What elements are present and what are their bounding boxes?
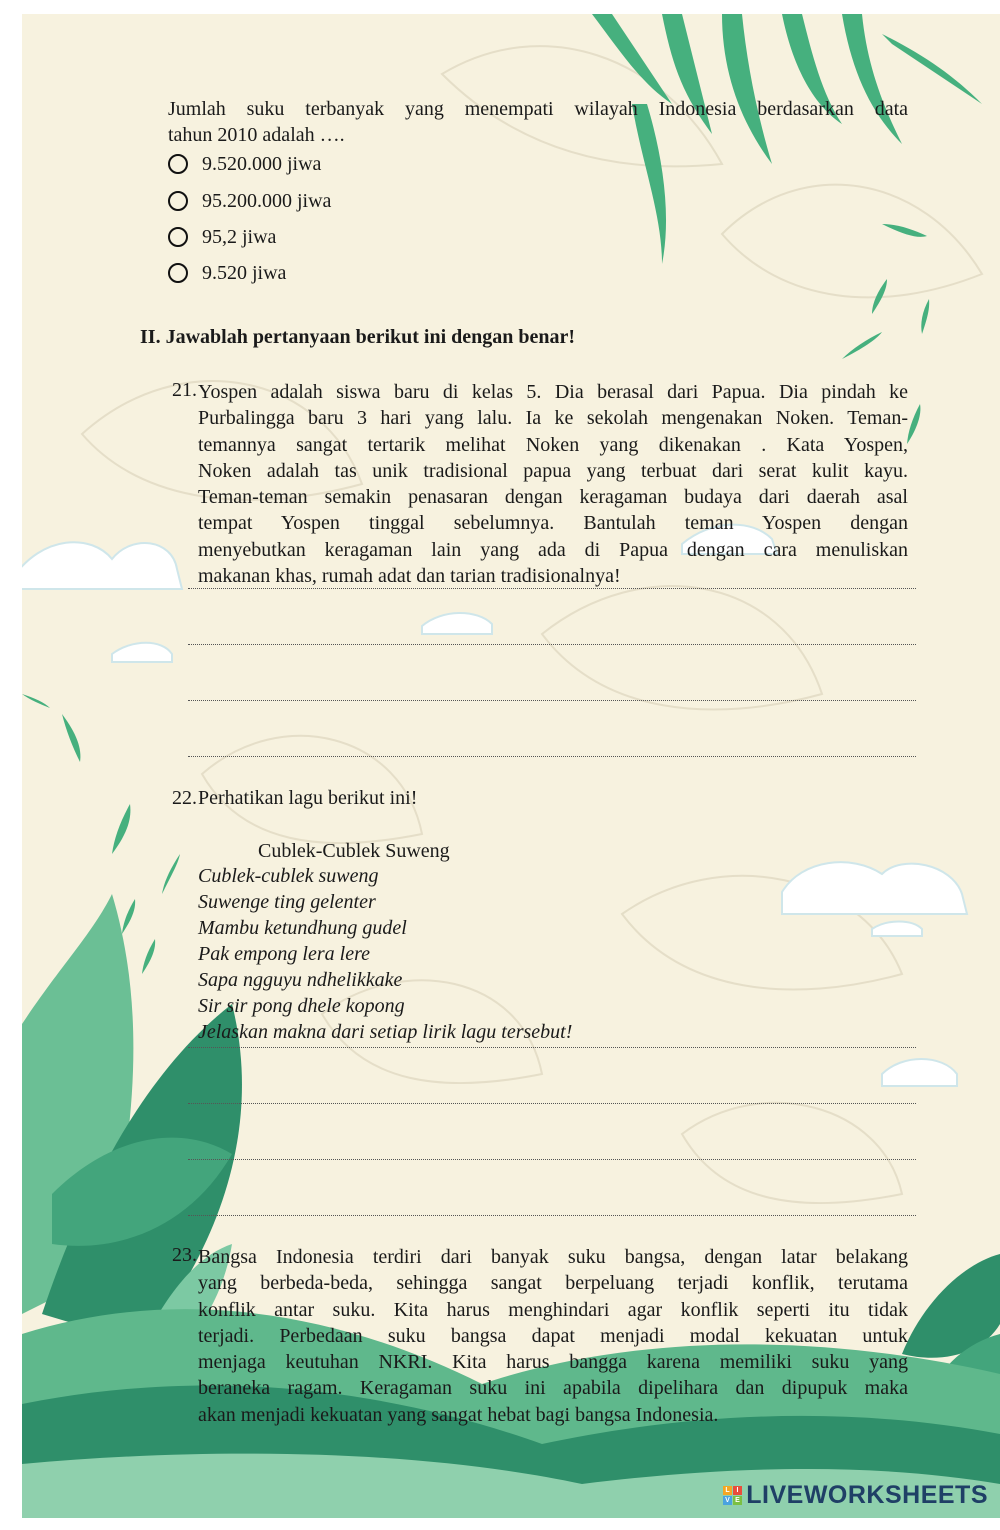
liveworksheets-logo[interactable] bbox=[723, 1481, 988, 1510]
lyric-line: Pak empong lera lere bbox=[198, 943, 370, 965]
question-21-line: makanan khas, rumah adat dan tarian tradisionalnya! bbox=[198, 565, 621, 588]
lyric-line: Sir sir pong dhele kopong bbox=[198, 995, 405, 1017]
lyric-line: Sapa ngguyu ndhelikkake bbox=[198, 969, 403, 991]
answer-option-c[interactable] bbox=[168, 224, 276, 250]
question-21-line: menyebutkan keragaman lain yang ada di Papua dengan cara menuliskan bbox=[198, 538, 908, 561]
question-23-line: menjaga keutuhan NKRI. Kita harus bangga karena memiliki suku yang bbox=[198, 1351, 908, 1374]
answer-line[interactable] bbox=[188, 756, 916, 757]
answer-option-label: 95,2 jiwa bbox=[202, 225, 277, 248]
worksheet-content bbox=[22, 14, 1000, 1518]
question-20-text bbox=[168, 96, 908, 149]
question-21-line: Yospen adalah siswa baru di kelas 5. Dia berasal dari Papua. Dia pindah ke bbox=[198, 381, 908, 403]
liveworksheets-logo-text: LIVEWORKSHEETS bbox=[746, 1481, 988, 1509]
answer-option-label: 95.200.000 jiwa bbox=[202, 189, 332, 212]
answer-option-a[interactable] bbox=[168, 151, 321, 177]
question-22-instruction: Jelaskan makna dari setiap lirik lagu tersebut! bbox=[198, 1021, 573, 1043]
song-title: Cublek-Cublek Suweng bbox=[258, 840, 450, 862]
logo-letter: E bbox=[735, 1497, 741, 1504]
answer-line[interactable] bbox=[188, 588, 916, 589]
radio-button[interactable] bbox=[168, 191, 188, 211]
worksheet-page bbox=[22, 14, 1000, 1518]
question-21-line: Noken adalah tas unik tradisional papua yang terbuat dari serat kulit kayu. bbox=[198, 459, 908, 482]
radio-button[interactable] bbox=[168, 263, 188, 283]
answer-option-d[interactable] bbox=[168, 260, 286, 286]
logo-letter: I bbox=[733, 1486, 742, 1495]
question-21-line: tempat Yospen tinggal sebelumnya. Bantulah teman Yospen dengan bbox=[198, 512, 908, 535]
answer-line[interactable] bbox=[188, 1103, 916, 1104]
answer-line[interactable] bbox=[188, 1159, 916, 1160]
question-23-line: terjadi. Perbedaan suku bangsa dapat menjadi modal kekuatan untuk bbox=[198, 1324, 908, 1347]
question-23-line: konflik antar suku. Kita harus menghindari agar konflik seperti itu tidak bbox=[198, 1298, 908, 1321]
answer-option-label: 9.520 jiwa bbox=[202, 261, 287, 284]
question-21-line: Purbalingga baru 3 hari yang lalu. Ia ke sekolah mengenakan Noken. Teman- bbox=[198, 407, 908, 430]
answer-line[interactable] bbox=[188, 1215, 916, 1216]
question-23-text bbox=[198, 1244, 908, 1428]
answer-option-label: 9.520.000 jiwa bbox=[202, 152, 322, 175]
lyric-line: Mambu ketundhung gudel bbox=[198, 917, 407, 939]
lyric-line: Cublek-cublek suweng bbox=[198, 865, 379, 887]
question-20-line-1: Jumlah suku terbanyak yang menempati wilayah Indonesia berdasarkan data bbox=[168, 98, 908, 120]
logo-letter: L bbox=[723, 1486, 732, 1495]
question-23-line: akan menjadi kekuatan yang sangat hebat bagi bangsa Indonesia. bbox=[198, 1403, 719, 1426]
question-22-prompt: Perhatikan lagu berikut ini! bbox=[198, 787, 418, 809]
radio-button[interactable] bbox=[168, 227, 188, 247]
liveworksheets-logo-icon bbox=[723, 1486, 742, 1505]
question-21-number: 21. bbox=[172, 379, 197, 401]
answer-option-b[interactable] bbox=[168, 188, 331, 214]
answer-line[interactable] bbox=[188, 700, 916, 701]
question-23-line: Bangsa Indonesia terdiri dari banyak suku bangsa, dengan latar belakang bbox=[198, 1246, 908, 1268]
radio-button[interactable] bbox=[168, 154, 188, 174]
answer-line[interactable] bbox=[188, 1047, 916, 1048]
question-23-number: 23. bbox=[172, 1244, 197, 1266]
question-21-text bbox=[198, 379, 908, 589]
question-20-line-2: tahun 2010 adalah …. bbox=[168, 124, 345, 147]
question-22-number: 22. bbox=[172, 787, 197, 809]
question-23-line: yang berbeda-beda, sehingga sangat berpeluang terjadi konflik, terutama bbox=[198, 1272, 908, 1295]
question-21-line: temannya sangat tertarik melihat Noken yang dikenakan . Kata Yospen, bbox=[198, 433, 908, 456]
answer-line[interactable] bbox=[188, 644, 916, 645]
question-23-line: beraneka ragam. Keragaman suku ini apabila dipelihara dan dipupuk maka bbox=[198, 1377, 908, 1400]
section-title: II. Jawablah pertanyaan berikut ini dengan benar! bbox=[140, 326, 576, 348]
lyric-line: Suwenge ting gelenter bbox=[198, 891, 376, 913]
question-21-line: Teman-teman semakin penasaran dengan keragaman budaya dari daerah asal bbox=[198, 486, 908, 509]
logo-letter: V bbox=[725, 1497, 731, 1504]
